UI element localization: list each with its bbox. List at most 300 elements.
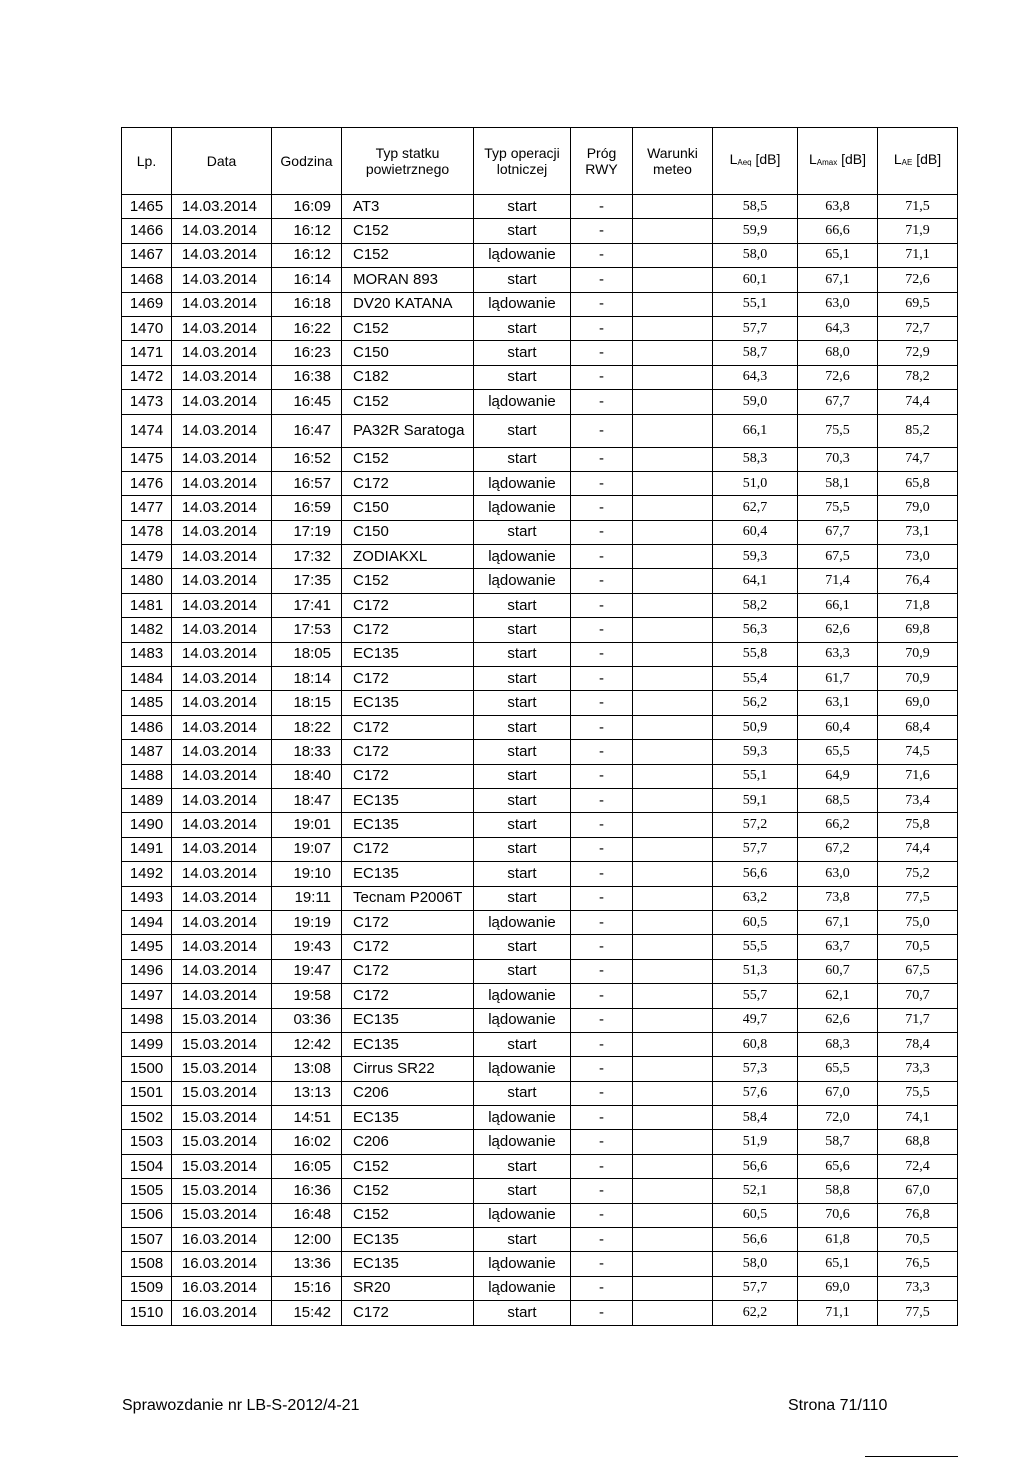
cell-laeq: 58,4 — [713, 1106, 798, 1130]
cell-runway: - — [571, 520, 633, 544]
cell-meteo — [633, 1154, 713, 1178]
cell-meteo — [633, 316, 713, 340]
cell-lamax: 67,0 — [798, 1081, 878, 1105]
cell-laeq: 52,1 — [713, 1179, 798, 1203]
cell-lp: 1494 — [122, 910, 172, 934]
cell-aircraft: C150 — [342, 520, 474, 544]
cell-date: 14.03.2014 — [172, 593, 272, 617]
cell-laeq: 55,1 — [713, 764, 798, 788]
cell-operation: start — [474, 862, 571, 886]
cell-time: 15:42 — [272, 1301, 342, 1325]
cell-lae: 70,7 — [878, 984, 958, 1008]
cell-aircraft: EC135 — [342, 1228, 474, 1252]
cell-lp: 1469 — [122, 292, 172, 316]
cell-laeq: 58,2 — [713, 593, 798, 617]
cell-date: 14.03.2014 — [172, 667, 272, 691]
cell-meteo — [633, 496, 713, 520]
cell-operation: start — [474, 1228, 571, 1252]
cell-lae: 69,5 — [878, 292, 958, 316]
cell-operation: start — [474, 593, 571, 617]
cell-lae: 78,2 — [878, 365, 958, 389]
cell-date: 14.03.2014 — [172, 959, 272, 983]
header-lae — [878, 128, 958, 195]
cell-date: 14.03.2014 — [172, 935, 272, 959]
header-lae-symbol: L — [893, 151, 902, 167]
cell-laeq: 56,6 — [713, 862, 798, 886]
cell-lp: 1501 — [122, 1081, 172, 1105]
cell-laeq: 57,7 — [713, 1276, 798, 1300]
table-row — [122, 569, 958, 593]
cell-laeq: 62,2 — [713, 1301, 798, 1325]
cell-lae: 70,9 — [878, 667, 958, 691]
cell-meteo — [633, 545, 713, 569]
cell-time: 13:36 — [272, 1252, 342, 1276]
table-row — [122, 1301, 958, 1325]
cell-date: 14.03.2014 — [172, 910, 272, 934]
cell-meteo — [633, 813, 713, 837]
cell-runway: - — [571, 984, 633, 1008]
cell-runway: - — [571, 1057, 633, 1081]
cell-aircraft: PA32R Saratoga — [342, 414, 474, 447]
table-row — [122, 243, 958, 267]
cell-lae: 70,5 — [878, 935, 958, 959]
cell-time: 16:05 — [272, 1154, 342, 1178]
cell-date: 14.03.2014 — [172, 292, 272, 316]
cell-laeq: 57,7 — [713, 316, 798, 340]
cell-runway: - — [571, 618, 633, 642]
cell-lae: 76,5 — [878, 1252, 958, 1276]
cell-laeq: 58,7 — [713, 341, 798, 365]
cell-lamax: 64,3 — [798, 316, 878, 340]
cell-operation: start — [474, 341, 571, 365]
cell-aircraft: C182 — [342, 365, 474, 389]
cell-lamax: 60,4 — [798, 715, 878, 739]
cell-date: 14.03.2014 — [172, 569, 272, 593]
cell-date: 15.03.2014 — [172, 1130, 272, 1154]
measurement-table — [121, 127, 958, 1326]
cell-runway: - — [571, 910, 633, 934]
cell-lae: 75,2 — [878, 862, 958, 886]
cell-runway: - — [571, 813, 633, 837]
cell-date: 14.03.2014 — [172, 447, 272, 471]
cell-date: 16.03.2014 — [172, 1252, 272, 1276]
cell-operation: start — [474, 764, 571, 788]
cell-aircraft: C152 — [342, 1179, 474, 1203]
cell-laeq: 64,1 — [713, 569, 798, 593]
cell-aircraft: EC135 — [342, 1252, 474, 1276]
cell-date: 14.03.2014 — [172, 496, 272, 520]
cell-aircraft: EC135 — [342, 691, 474, 715]
cell-lp: 1505 — [122, 1179, 172, 1203]
table-row — [122, 618, 958, 642]
cell-meteo — [633, 292, 713, 316]
cell-lamax: 58,7 — [798, 1130, 878, 1154]
cell-time: 18:47 — [272, 788, 342, 812]
header-runway: Próg RWY — [571, 128, 633, 195]
cell-operation: start — [474, 740, 571, 764]
cell-lamax: 58,1 — [798, 471, 878, 495]
cell-lae: 65,8 — [878, 471, 958, 495]
cell-operation: lądowanie — [474, 1203, 571, 1227]
cell-laeq: 51,9 — [713, 1130, 798, 1154]
cell-lae: 72,6 — [878, 268, 958, 292]
cell-lamax: 63,7 — [798, 935, 878, 959]
table-body — [122, 195, 958, 1326]
cell-time: 16:48 — [272, 1203, 342, 1227]
table-row — [122, 1179, 958, 1203]
cell-meteo — [633, 390, 713, 414]
cell-date: 14.03.2014 — [172, 365, 272, 389]
cell-laeq: 55,5 — [713, 935, 798, 959]
cell-date: 15.03.2014 — [172, 1179, 272, 1203]
cell-lamax: 62,1 — [798, 984, 878, 1008]
cell-date: 14.03.2014 — [172, 414, 272, 447]
cell-aircraft: EC135 — [342, 788, 474, 812]
cell-lp: 1507 — [122, 1228, 172, 1252]
cell-lae: 73,0 — [878, 545, 958, 569]
cell-runway: - — [571, 1228, 633, 1252]
cell-laeq: 60,1 — [713, 268, 798, 292]
cell-operation: start — [474, 447, 571, 471]
cell-lp: 1510 — [122, 1301, 172, 1325]
cell-date: 15.03.2014 — [172, 1008, 272, 1032]
cell-aircraft: C172 — [342, 764, 474, 788]
cell-lp: 1481 — [122, 593, 172, 617]
cell-lp: 1498 — [122, 1008, 172, 1032]
header-laeq-subscript: Aeq — [737, 158, 752, 167]
cell-time: 19:43 — [272, 935, 342, 959]
cell-lae: 74,1 — [878, 1106, 958, 1130]
table-row — [122, 788, 958, 812]
cell-aircraft: EC135 — [342, 813, 474, 837]
cell-runway: - — [571, 195, 633, 219]
cell-time: 17:32 — [272, 545, 342, 569]
cell-runway: - — [571, 365, 633, 389]
cell-lp: 1468 — [122, 268, 172, 292]
cell-lp: 1477 — [122, 496, 172, 520]
cell-lae: 71,6 — [878, 764, 958, 788]
cell-operation: lądowanie — [474, 1057, 571, 1081]
cell-lae: 73,3 — [878, 1276, 958, 1300]
cell-lp: 1486 — [122, 715, 172, 739]
cell-aircraft: C172 — [342, 593, 474, 617]
cell-laeq: 64,3 — [713, 365, 798, 389]
table-row — [122, 1081, 958, 1105]
table-row — [122, 341, 958, 365]
cell-aircraft: C152 — [342, 1154, 474, 1178]
cell-aircraft: C152 — [342, 1203, 474, 1227]
cell-lamax: 71,1 — [798, 1301, 878, 1325]
cell-lp: 1491 — [122, 837, 172, 861]
cell-time: 19:11 — [272, 886, 342, 910]
cell-lp: 1465 — [122, 195, 172, 219]
header-meteo: Warunki meteo — [633, 128, 713, 195]
cell-aircraft: C152 — [342, 243, 474, 267]
cell-meteo — [633, 243, 713, 267]
cell-aircraft: EC135 — [342, 862, 474, 886]
cell-meteo — [633, 1276, 713, 1300]
table-row — [122, 195, 958, 219]
cell-lae: 71,5 — [878, 195, 958, 219]
cell-time: 19:01 — [272, 813, 342, 837]
table-row — [122, 496, 958, 520]
footer-rule — [865, 1456, 958, 1457]
cell-operation: start — [474, 1081, 571, 1105]
cell-lae: 74,7 — [878, 447, 958, 471]
cell-lae: 77,5 — [878, 1301, 958, 1325]
table-row — [122, 1276, 958, 1300]
header-lp: Lp. — [122, 128, 172, 195]
cell-lp: 1471 — [122, 341, 172, 365]
cell-meteo — [633, 341, 713, 365]
cell-runway: - — [571, 1203, 633, 1227]
cell-aircraft: ZODIAKXL — [342, 545, 474, 569]
cell-operation: lądowanie — [474, 1008, 571, 1032]
cell-time: 17:41 — [272, 593, 342, 617]
cell-lae: 69,0 — [878, 691, 958, 715]
header-row — [122, 128, 958, 195]
cell-lp: 1474 — [122, 414, 172, 447]
cell-lamax: 65,5 — [798, 740, 878, 764]
cell-meteo — [633, 520, 713, 544]
cell-time: 16:45 — [272, 390, 342, 414]
cell-lamax: 72,0 — [798, 1106, 878, 1130]
cell-lae: 71,9 — [878, 219, 958, 243]
cell-operation: start — [474, 642, 571, 666]
cell-date: 15.03.2014 — [172, 1032, 272, 1056]
cell-runway: - — [571, 1179, 633, 1203]
cell-lp: 1479 — [122, 545, 172, 569]
cell-date: 14.03.2014 — [172, 764, 272, 788]
cell-runway: - — [571, 764, 633, 788]
cell-lae: 67,5 — [878, 959, 958, 983]
cell-laeq: 60,4 — [713, 520, 798, 544]
cell-lae: 77,5 — [878, 886, 958, 910]
cell-operation: start — [474, 618, 571, 642]
cell-aircraft: Tecnam P2006T — [342, 886, 474, 910]
cell-lamax: 68,5 — [798, 788, 878, 812]
cell-lae: 72,4 — [878, 1154, 958, 1178]
cell-operation: lądowanie — [474, 1252, 571, 1276]
header-time: Godzina — [272, 128, 342, 195]
table-row — [122, 447, 958, 471]
cell-runway: - — [571, 1008, 633, 1032]
cell-laeq: 57,3 — [713, 1057, 798, 1081]
cell-operation: start — [474, 219, 571, 243]
table-row — [122, 545, 958, 569]
cell-lamax: 71,4 — [798, 569, 878, 593]
cell-operation: lądowanie — [474, 390, 571, 414]
cell-laeq: 58,0 — [713, 1252, 798, 1276]
cell-lamax: 68,3 — [798, 1032, 878, 1056]
cell-date: 15.03.2014 — [172, 1057, 272, 1081]
cell-operation: lądowanie — [474, 471, 571, 495]
cell-date: 14.03.2014 — [172, 471, 272, 495]
cell-meteo — [633, 569, 713, 593]
cell-lamax: 65,1 — [798, 243, 878, 267]
cell-lp: 1489 — [122, 788, 172, 812]
cell-lp: 1467 — [122, 243, 172, 267]
cell-time: 16:47 — [272, 414, 342, 447]
cell-meteo — [633, 764, 713, 788]
cell-aircraft: EC135 — [342, 1008, 474, 1032]
cell-date: 14.03.2014 — [172, 813, 272, 837]
cell-lamax: 67,7 — [798, 520, 878, 544]
cell-meteo — [633, 788, 713, 812]
cell-laeq: 59,9 — [713, 219, 798, 243]
cell-date: 15.03.2014 — [172, 1203, 272, 1227]
cell-laeq: 63,2 — [713, 886, 798, 910]
table-row — [122, 1008, 958, 1032]
cell-time: 12:42 — [272, 1032, 342, 1056]
cell-laeq: 57,7 — [713, 837, 798, 861]
cell-time: 18:33 — [272, 740, 342, 764]
cell-lae: 75,8 — [878, 813, 958, 837]
table-row — [122, 593, 958, 617]
cell-laeq: 58,3 — [713, 447, 798, 471]
page-number: Strona 71/110 — [788, 1397, 888, 1414]
cell-runway: - — [571, 837, 633, 861]
cell-meteo — [633, 1081, 713, 1105]
cell-lae: 76,8 — [878, 1203, 958, 1227]
table-row — [122, 984, 958, 1008]
cell-time: 19:19 — [272, 910, 342, 934]
cell-time: 13:13 — [272, 1081, 342, 1105]
cell-runway: - — [571, 1081, 633, 1105]
table-row — [122, 740, 958, 764]
cell-operation: start — [474, 813, 571, 837]
cell-operation: lądowanie — [474, 1276, 571, 1300]
cell-lae: 73,1 — [878, 520, 958, 544]
cell-lp: 1500 — [122, 1057, 172, 1081]
cell-runway: - — [571, 1301, 633, 1325]
cell-runway: - — [571, 447, 633, 471]
cell-laeq: 51,3 — [713, 959, 798, 983]
cell-aircraft: C152 — [342, 569, 474, 593]
cell-meteo — [633, 1106, 713, 1130]
cell-aircraft: C172 — [342, 910, 474, 934]
cell-lamax: 63,8 — [798, 195, 878, 219]
cell-laeq: 62,7 — [713, 496, 798, 520]
cell-operation: start — [474, 365, 571, 389]
table-row — [122, 959, 958, 983]
cell-lae: 68,8 — [878, 1130, 958, 1154]
cell-aircraft: EC135 — [342, 1032, 474, 1056]
cell-lp: 1497 — [122, 984, 172, 1008]
cell-lamax: 58,8 — [798, 1179, 878, 1203]
cell-aircraft: EC135 — [342, 1106, 474, 1130]
cell-runway: - — [571, 268, 633, 292]
cell-operation: lądowanie — [474, 292, 571, 316]
cell-time: 16:09 — [272, 195, 342, 219]
cell-runway: - — [571, 569, 633, 593]
cell-date: 14.03.2014 — [172, 268, 272, 292]
cell-aircraft: C172 — [342, 471, 474, 495]
cell-lamax: 70,6 — [798, 1203, 878, 1227]
cell-lae: 67,0 — [878, 1179, 958, 1203]
cell-runway: - — [571, 316, 633, 340]
cell-runway: - — [571, 593, 633, 617]
cell-time: 16:18 — [272, 292, 342, 316]
cell-meteo — [633, 1252, 713, 1276]
header-lamax-unit: [dB] — [841, 151, 867, 167]
cell-laeq: 51,0 — [713, 471, 798, 495]
cell-operation: start — [474, 886, 571, 910]
cell-runway: - — [571, 414, 633, 447]
cell-runway: - — [571, 496, 633, 520]
cell-operation: start — [474, 935, 571, 959]
cell-lp: 1480 — [122, 569, 172, 593]
cell-lae: 79,0 — [878, 496, 958, 520]
cell-laeq: 56,3 — [713, 618, 798, 642]
cell-lamax: 70,3 — [798, 447, 878, 471]
cell-meteo — [633, 1057, 713, 1081]
cell-aircraft: C206 — [342, 1081, 474, 1105]
cell-runway: - — [571, 390, 633, 414]
cell-lamax: 75,5 — [798, 414, 878, 447]
cell-lamax: 68,0 — [798, 341, 878, 365]
cell-aircraft: MORAN 893 — [342, 268, 474, 292]
cell-lamax: 72,6 — [798, 365, 878, 389]
cell-meteo — [633, 1179, 713, 1203]
cell-runway: - — [571, 959, 633, 983]
cell-lae: 76,4 — [878, 569, 958, 593]
cell-date: 16.03.2014 — [172, 1228, 272, 1252]
cell-lamax: 61,8 — [798, 1228, 878, 1252]
cell-runway: - — [571, 642, 633, 666]
cell-runway: - — [571, 1106, 633, 1130]
table-row — [122, 667, 958, 691]
cell-meteo — [633, 740, 713, 764]
cell-time: 19:47 — [272, 959, 342, 983]
cell-runway: - — [571, 886, 633, 910]
table-row — [122, 1032, 958, 1056]
cell-runway: - — [571, 341, 633, 365]
cell-runway: - — [571, 715, 633, 739]
cell-date: 14.03.2014 — [172, 691, 272, 715]
cell-lp: 1508 — [122, 1252, 172, 1276]
cell-laeq: 57,6 — [713, 1081, 798, 1105]
cell-aircraft: C172 — [342, 959, 474, 983]
table-row — [122, 520, 958, 544]
cell-lae: 75,5 — [878, 1081, 958, 1105]
cell-runway: - — [571, 862, 633, 886]
cell-lamax: 67,1 — [798, 910, 878, 934]
cell-operation: lądowanie — [474, 243, 571, 267]
cell-time: 16:52 — [272, 447, 342, 471]
cell-lp: 1482 — [122, 618, 172, 642]
cell-laeq: 58,5 — [713, 195, 798, 219]
cell-time: 16:22 — [272, 316, 342, 340]
cell-operation: start — [474, 959, 571, 983]
header-laeq — [713, 128, 798, 195]
cell-operation: lądowanie — [474, 569, 571, 593]
cell-time: 16:14 — [272, 268, 342, 292]
cell-operation: start — [474, 414, 571, 447]
cell-lae: 72,7 — [878, 316, 958, 340]
cell-lp: 1502 — [122, 1106, 172, 1130]
cell-time: 16:36 — [272, 1179, 342, 1203]
cell-runway: - — [571, 935, 633, 959]
cell-lae: 74,5 — [878, 740, 958, 764]
cell-lamax: 75,5 — [798, 496, 878, 520]
cell-laeq: 59,3 — [713, 740, 798, 764]
cell-lp: 1473 — [122, 390, 172, 414]
cell-lamax: 63,1 — [798, 691, 878, 715]
cell-lp: 1496 — [122, 959, 172, 983]
cell-aircraft: C172 — [342, 667, 474, 691]
cell-time: 16:12 — [272, 243, 342, 267]
